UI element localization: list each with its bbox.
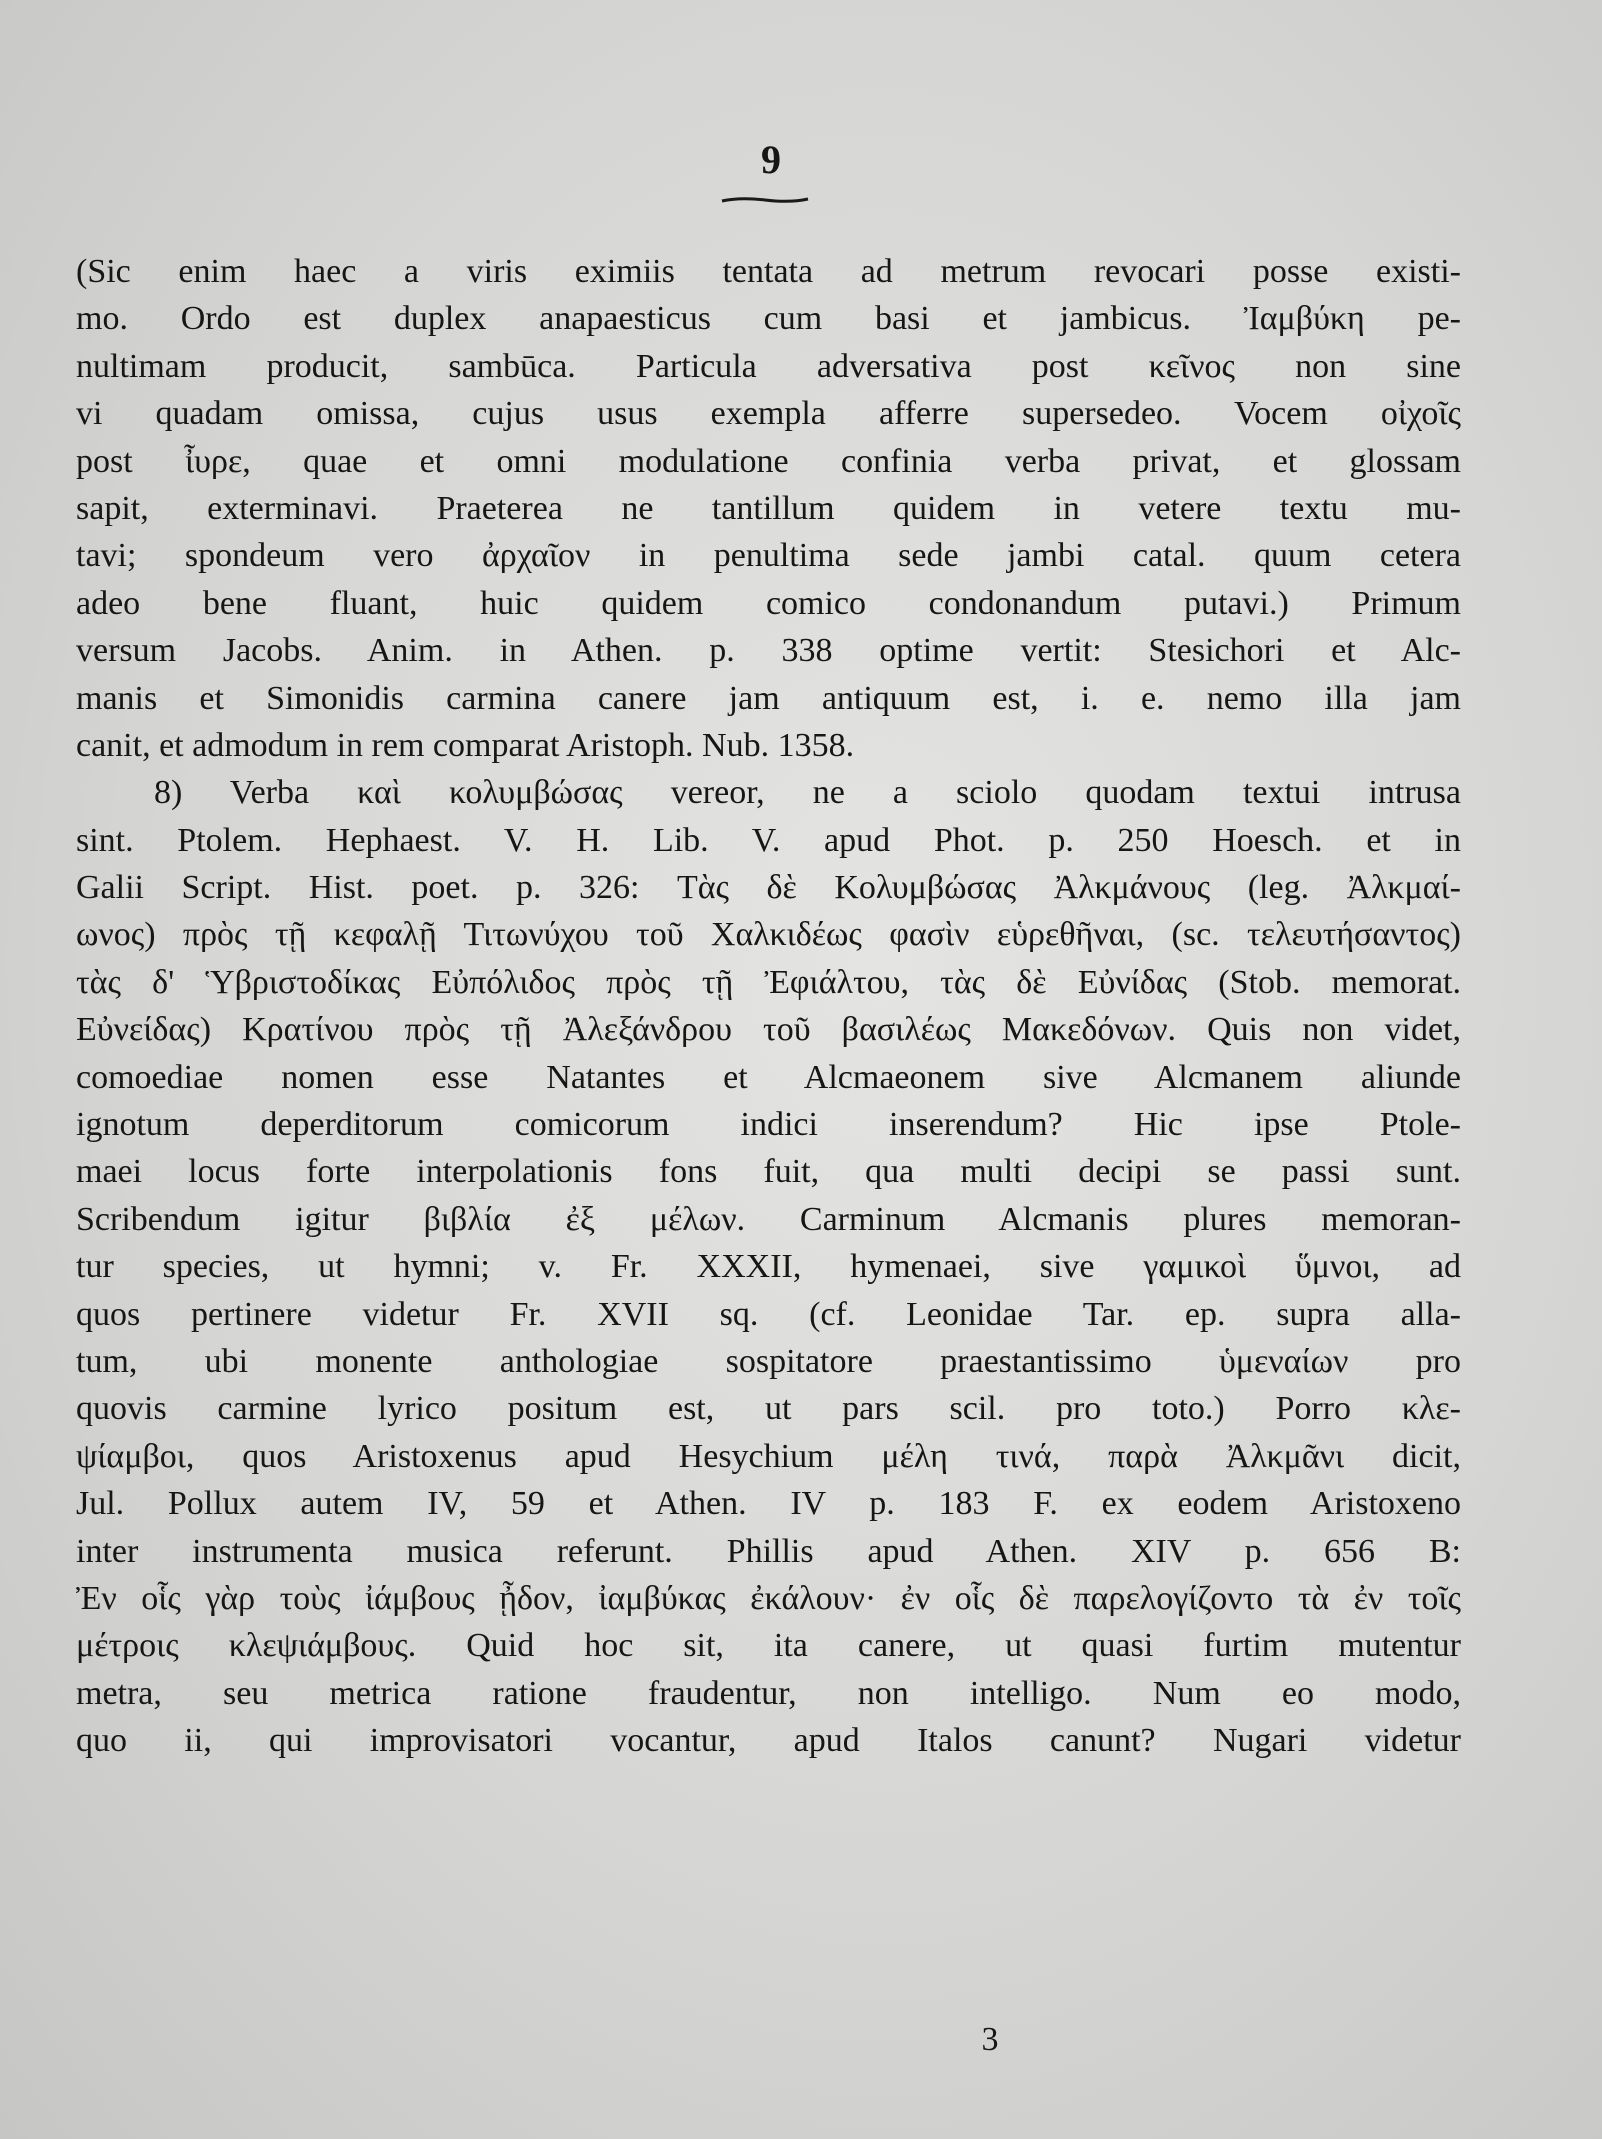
- footnote-8-start: 8) Verba καὶ κολυμβώσας vereor, ne a sciolo quodam textui intrusa: [154, 774, 1461, 812]
- text-line: metra, seu metrica ratione fraudentur, non intelligo. Num eo modo,: [76, 1674, 1461, 1712]
- text-line: μέτροις κλεψιάμβους. Quid hoc sit, ita canere, ut quasi furtim mutentur: [76, 1627, 1461, 1665]
- text-line: inter instrumenta musica referunt. Phillis apud Athen. XIV p. 656 B:: [76, 1532, 1461, 1570]
- text-line: τὰς δ' Ὑβριστοδίκας Εὐπόλιδος πρὸς τῇ Ἐφιάλτου, τὰς δὲ Εὐνίδας (Stob. memorat.: [76, 963, 1461, 1001]
- text-line: Εὐνείδας) Κρατίνου πρὸς τῇ Ἀλεξάνδρου τοῦ βασιλέως Μακεδόνων. Quis non videt,: [76, 1011, 1461, 1049]
- ornament-rule: [720, 195, 810, 205]
- text-line: tavi; spondeum vero ἀρχαῖον in penultima sede jambi catal. quum cetera: [76, 537, 1461, 575]
- text-line: vi quadam omissa, cujus usus exempla afferre supersedeo. Vocem οἰχοῖς: [76, 395, 1461, 433]
- text-line: adeo bene fluant, huic quidem comico condonandum putavi.) Primum: [76, 584, 1461, 622]
- text-line: sint. Ptolem. Hephaest. V. H. Lib. V. apud Phot. p. 250 Hoesch. et in: [76, 821, 1461, 859]
- text-line: Galii Script. Hist. poet. p. 326: Τὰς δὲ Κολυμβώσας Ἀλκμάνους (leg. Ἀλκμαί-: [76, 869, 1461, 907]
- text-line: ψίαμβοι, quos Aristoxenus apud Hesychium μέλη τινά, παρὰ Ἀλκμᾶνι dicit,: [76, 1437, 1461, 1475]
- signature-mark: 3: [981, 2021, 999, 2058]
- text-line: Ἐν οἷς γὰρ τοὺς ἰάμβους ᾖδον, ἰαμβύκας ἐκάλουν· ἐν οἷς δὲ παρελογίζοντο τὰ ἐν τοῖς: [76, 1579, 1461, 1617]
- text-line: ωνος) πρὸς τῇ κεφαλῇ Τιτωνύχου τοῦ Χαλκιδέως φασὶν εὑρεθῆναι, (sc. τελευτήσαντος): [76, 916, 1461, 954]
- text-line: comoediae nomen esse Natantes et Alcmaeonem sive Alcmanem aliunde: [76, 1058, 1461, 1096]
- text-line: quo ii, qui improvisatori vocantur, apud Italos canunt? Nugari videtur: [76, 1722, 1461, 1760]
- text-line: quos pertinere videtur Fr. XVII sq. (cf. Leonidae Tar. ep. supra alla-: [76, 1295, 1461, 1333]
- text-line: manis et Simonidis carmina canere jam antiquum est, i. e. nemo illa jam: [76, 679, 1461, 717]
- text-line: post ἶυρε, quae et omni modulatione confinia verba privat, et glossam: [76, 442, 1461, 480]
- text-line: tum, ubi monente anthologiae sospitatore praestantissimo ὑμεναίων pro: [76, 1342, 1461, 1380]
- page-number: 9: [761, 137, 781, 182]
- text-line: mo. Ordo est duplex anapaesticus cum basi et jambicus. Ἰαμβύκη pe-: [76, 300, 1461, 338]
- text-line: quovis carmine lyrico positum est, ut pars scil. pro toto.) Porro κλε-: [76, 1390, 1461, 1428]
- text-line: canit, et admodum in rem comparat Aristoph. Nub. 1358.: [76, 726, 855, 764]
- text-line: sapit, exterminavi. Praeterea ne tantillum quidem in vetere textu mu-: [76, 489, 1461, 527]
- text-line: versum Jacobs. Anim. in Athen. p. 338 optime vertit: Stesichori et Alc-: [76, 632, 1461, 670]
- text-line: maei locus forte interpolationis fons fuit, qua multi decipi se passi sunt.: [76, 1153, 1461, 1191]
- text-line: tur species, ut hymni; v. Fr. XXXII, hymenaei, sive γαμικοὶ ὕμνοι, ad: [76, 1248, 1461, 1286]
- text-line: (Sic enim haec a viris eximiis tentata ad metrum revocari posse existi-: [76, 253, 1461, 290]
- text-line: nultimam producit, sambūca. Particula adversativa post κεῖνος non sine: [76, 347, 1461, 385]
- text-line: Scribendum igitur βιβλία ἐξ μέλων. Carminum Alcmanis plures memoran-: [76, 1200, 1461, 1238]
- text-line: Jul. Pollux autem IV, 59 et Athen. IV p. 183 F. ex eodem Aristoxeno: [76, 1485, 1461, 1523]
- body-text: [76, 248, 1461, 1765]
- text-line: ignotum deperditorum comicorum indici inserendum? Hic ipse Ptole-: [76, 1106, 1461, 1144]
